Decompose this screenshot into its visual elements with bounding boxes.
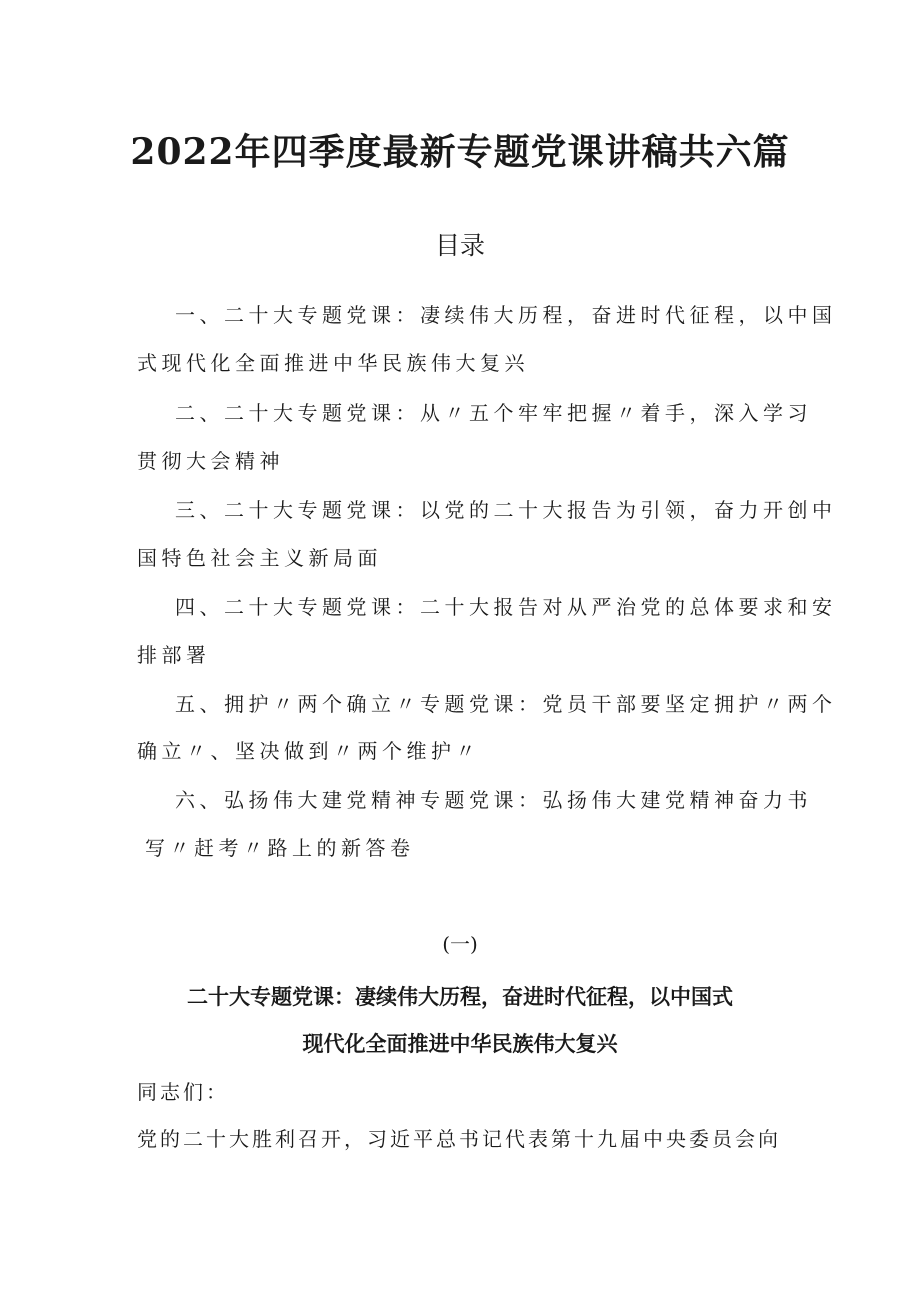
body-paragraph-line1: 党的二十大胜利召开，习近平总书记代表第十九届中央委员会向 <box>137 1127 781 1151</box>
toc-item-2-line1: 二、二十大专题党课：从〃五个牢牢把握〃着手，深入学习 <box>175 401 812 425</box>
toc-item-5-line1: 五、拥护〃两个确立〃专题党课：党员干部要坚定拥护〃两个 <box>175 692 837 716</box>
toc-item-3-line2: 国特色社会主义新局面 <box>137 546 382 570</box>
toc-item-1-line2: 式现代化全面推进中华民族伟大复兴 <box>137 351 529 375</box>
toc-heading: 目录 <box>434 231 485 260</box>
toc-item-4-line1: 四、二十大专题党课：二十大报告对从严治党的总体要求和安 <box>175 595 837 619</box>
toc-item-1-line1: 一、二十大专题党课：凄续伟大历程，奋进时代征程，以中国 <box>175 303 837 327</box>
toc-item-6-line1: 六、弘扬伟大建党精神专题党课：弘扬伟大建党精神奋力书 <box>175 788 812 812</box>
toc-item-2-line2: 贯彻大会精神 <box>137 449 284 473</box>
section-marker: (一) <box>442 932 478 956</box>
toc-item-3-line1: 三、二十大专题党课：以党的二十大报告为引领，奋力开创中 <box>175 498 837 522</box>
document-title: 2022年四季度最新专题党课讲稿共六篇 <box>130 131 790 173</box>
section-title-line1: 二十大专题党课：凄续伟大历程，奋进时代征程，以中国式 <box>187 985 733 1009</box>
greeting: 同志们： <box>137 1080 229 1104</box>
toc-item-5-line2: 确立〃、坚决做到〃两个维护〃 <box>137 739 480 763</box>
toc-item-4-line2: 排部署 <box>137 643 211 667</box>
toc-item-6-line2: 写〃赶考〃路上的新答卷 <box>145 836 415 860</box>
section-title-line2: 现代化全面推进中华民族伟大复兴 <box>302 1032 618 1056</box>
